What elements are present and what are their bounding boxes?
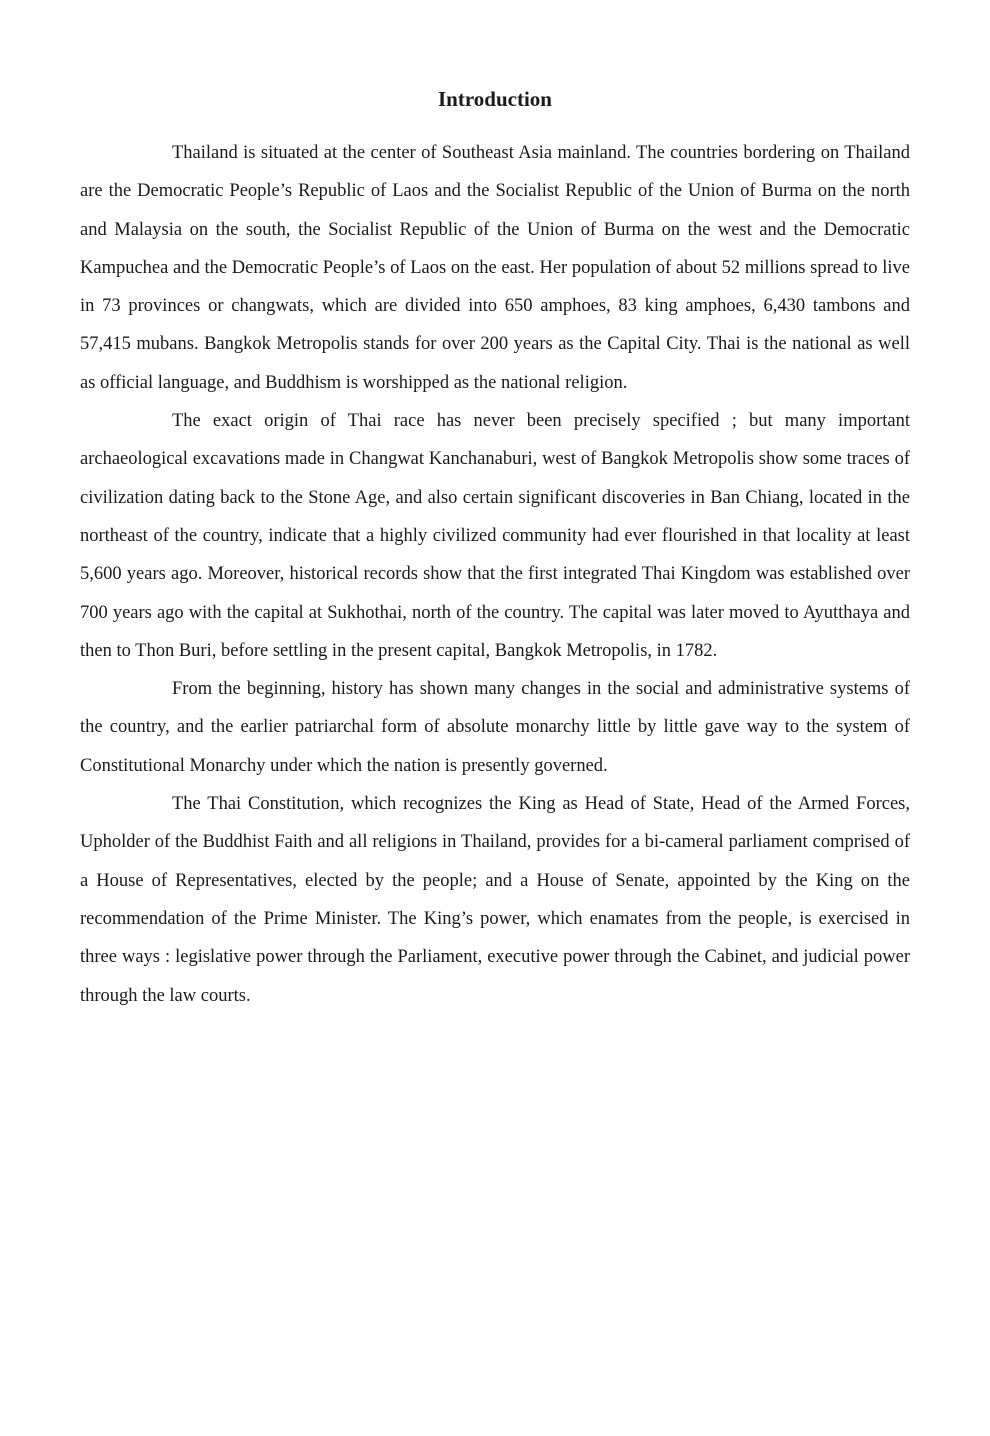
paragraph-geography: Thailand is situated at the center of Southeast Asia mainland. The countries bordering on Thailand are the Democratic People’s Republic of Laos and the Socialist Republic of the Union of Burma on the north and Malaysia on the south, the Socialist Republic of the Union of Burma on the west and the Democratic Kampuchea and the Democratic People’s of Laos on the east. Her population of about 52 millions spread to live in 73 provinces or changwats, which are divided into 650 amphoes, 83 king amphoes, 6,430 tambons and 57,415 mubans. Bangkok Metropolis stands for over 200 years as the Capital City. Thai is the national as well as official language, and Buddhism is worshipped as the national religion. xyxy=(80,143,910,393)
paragraph-constitution: The Thai Constitution, which recognizes the King as Head of State, Head of the Armed Forces, Upholder of the Buddhist Faith and all religions in Thailand, provides for a bi-cameral parliament comprised of a House of Representatives, elected by the people; and a House of Senate, appointed by the King on the recommendation of the Prime Minister. The King’s power, which enamates from the people, is exercised in three ways : legislative power through the Parliament, executive power through the Cabinet, and judicial power through the law courts. xyxy=(80,794,910,1006)
paragraph-administration: From the beginning, history has shown many changes in the social and administrative systems of the country, and the earlier patriarchal form of absolute monarchy little by little gave way to the system of Constitutional Monarchy under which the nation is presently governed. xyxy=(80,679,910,776)
paragraph-history: The exact origin of Thai race has never been precisely specified ; but many important archaeological excavations made in Changwat Kanchanaburi, west of Bangkok Metropolis show some traces of civilization dating back to the Stone Age, and also certain significant discoveries in Ban Chiang, located in the northeast of the country, indicate that a highly civilized community had ever flourished in that locality at least 5,600 years ago. Moreover, historical records show that the first integrated Thai Kingdom was established over 700 years ago with the capital at Sukhothai, north of the country. The capital was later moved to Ayutthaya and then to Thon Buri, before settling in the present capital, Bangkok Metropolis, in 1782. xyxy=(80,411,910,661)
page-title: Introduction xyxy=(438,87,552,111)
